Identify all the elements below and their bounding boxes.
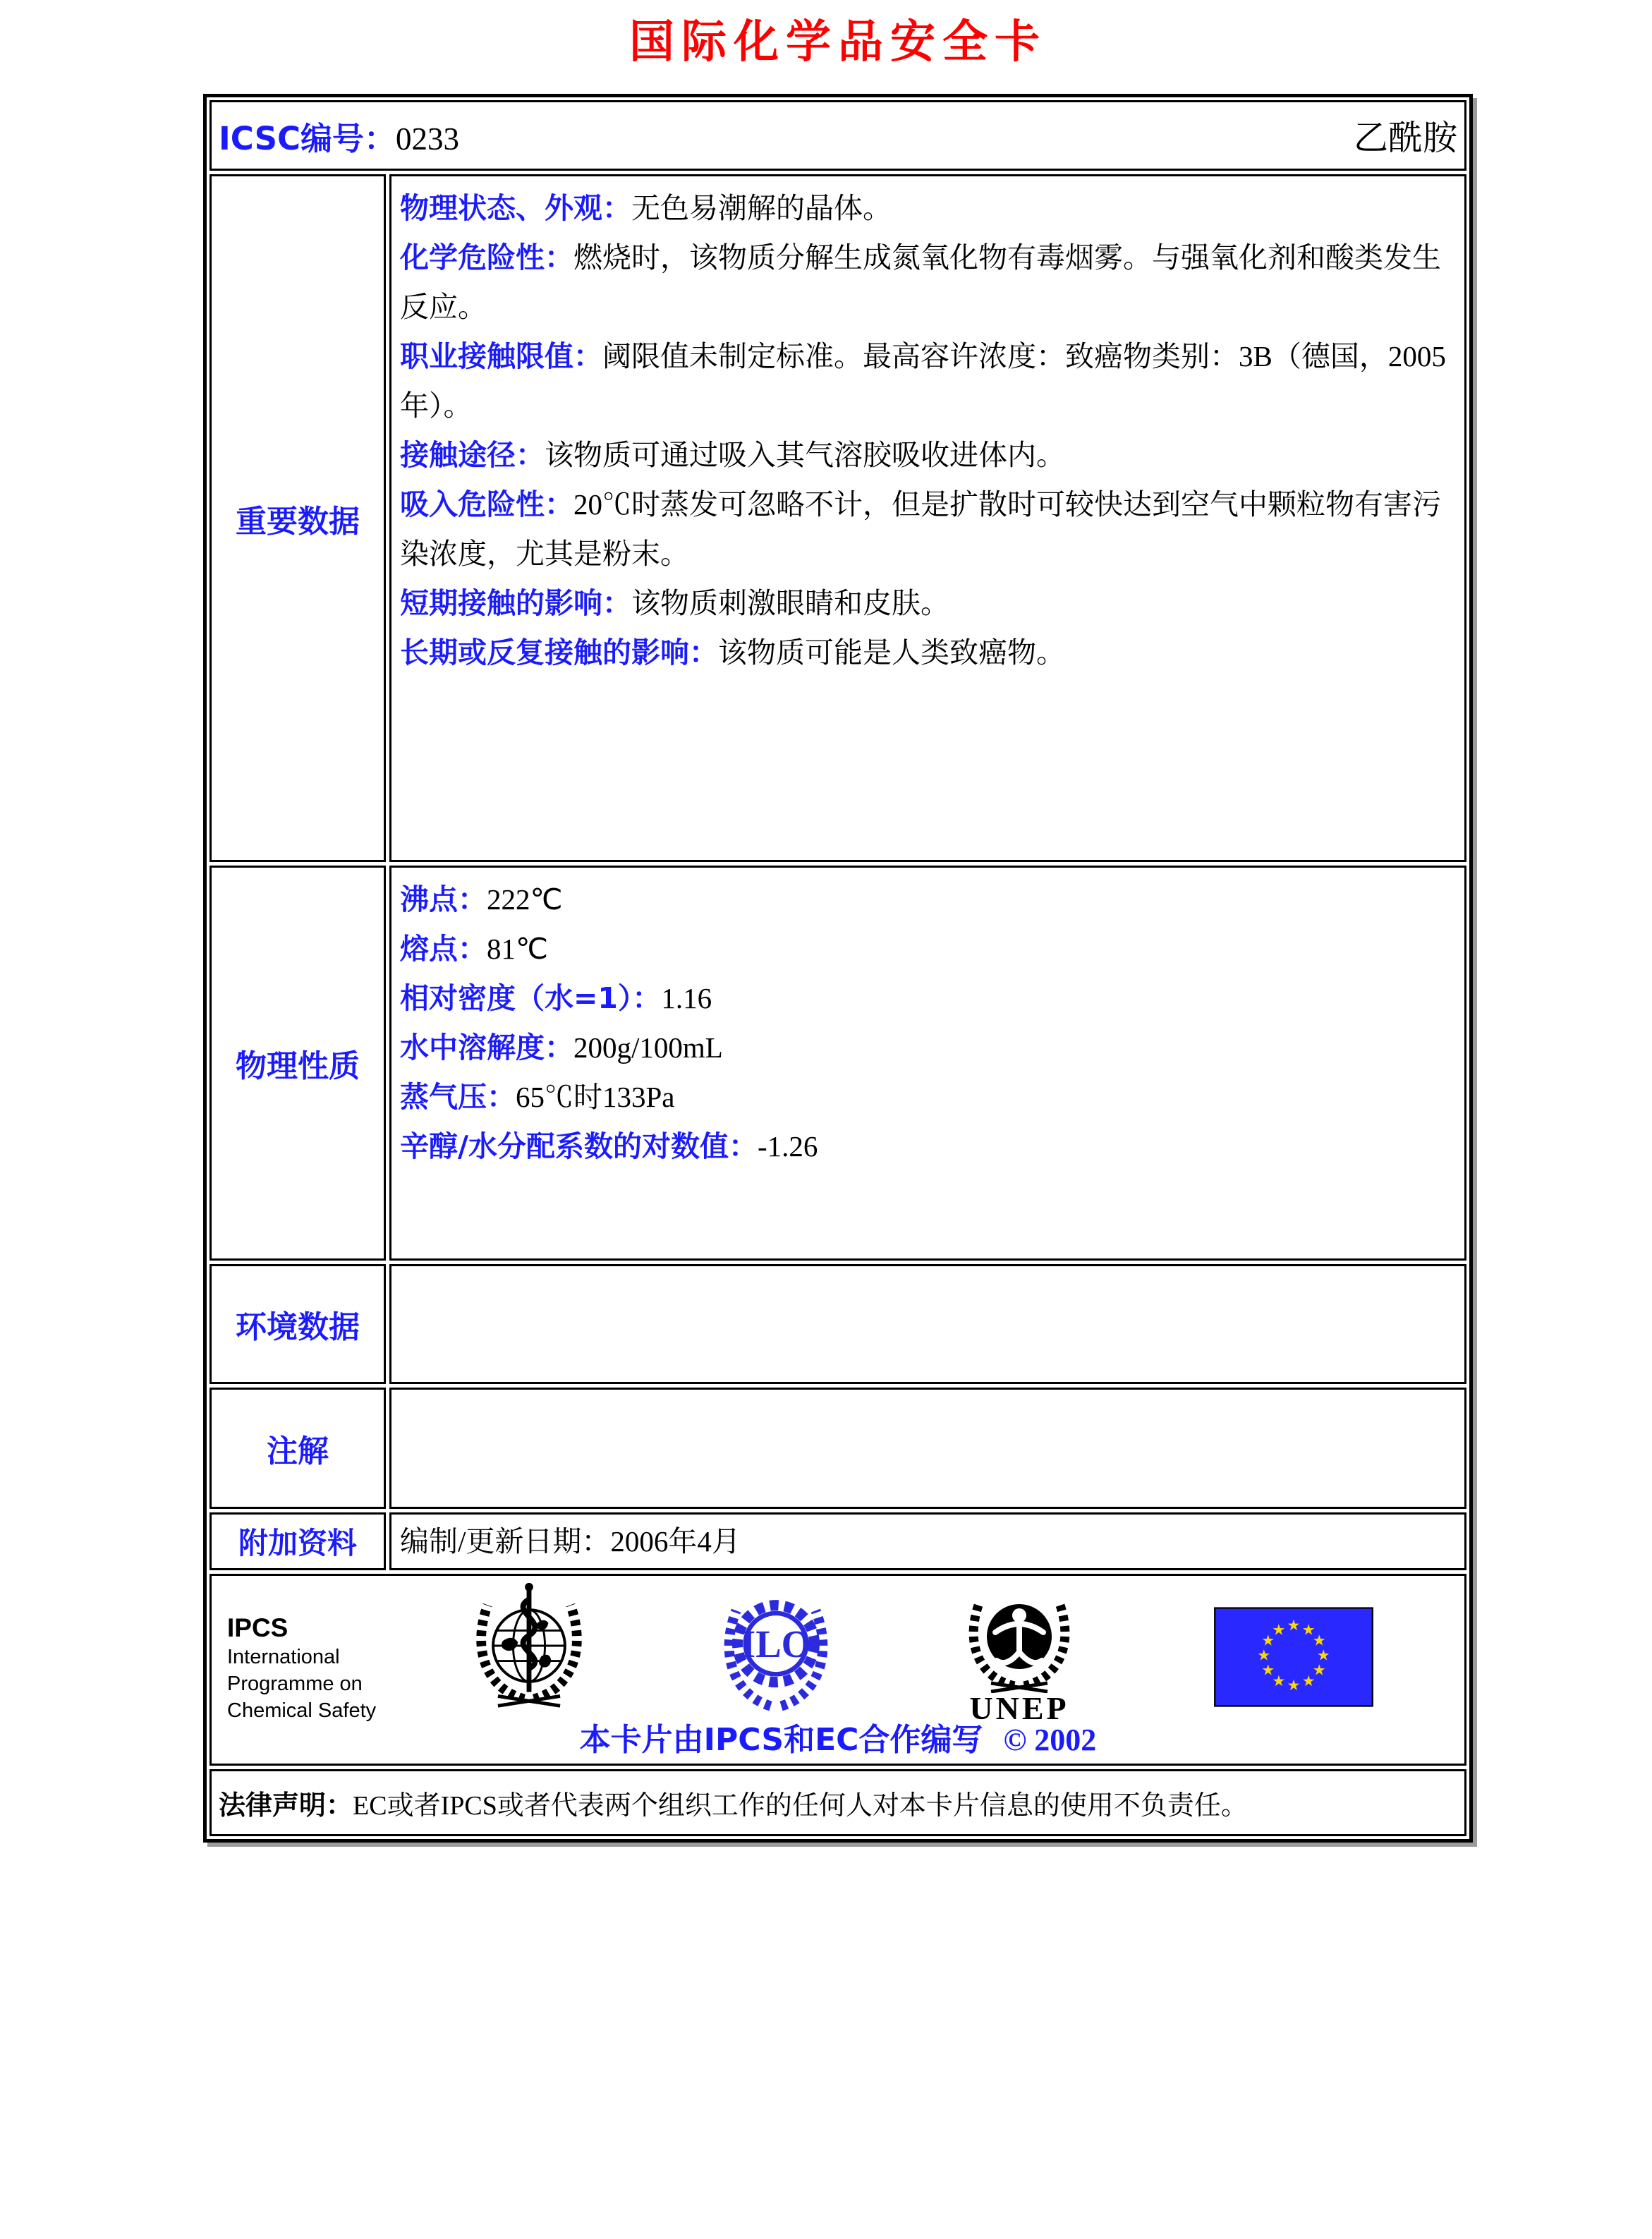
field-vapor-pressure — [400, 1072, 1456, 1122]
icsc-number — [219, 113, 459, 159]
section-label-text: 环境数据 — [236, 1309, 360, 1345]
svg-text:★: ★ — [1272, 1671, 1286, 1689]
field-value: 1.16 — [661, 982, 712, 1014]
field-label: 蒸气压： — [400, 1080, 516, 1114]
field-exposure-route — [400, 430, 1456, 480]
field-label: 短期接触的影响： — [400, 586, 631, 620]
field-value: 无色易潮解的晶体。 — [631, 192, 892, 224]
row-environmental-data — [209, 1264, 1466, 1384]
copyright-text: © 2002 — [1003, 1723, 1097, 1757]
field-value: 阈限值未制定标准。最高容许浓度：致癌物类别：3B（德国，2005年）。 — [400, 340, 1446, 422]
section-label-environmental-data — [209, 1264, 386, 1384]
field-occupational-limit — [400, 332, 1456, 430]
field-label: 化学危险性： — [400, 241, 573, 274]
field-value: 该物质刺激眼睛和皮肤。 — [631, 587, 949, 619]
section-label-text: 附加资料 — [238, 1526, 357, 1560]
field-label: 物理状态、外观： — [400, 191, 631, 225]
page-title: 国际化学品安全卡 — [629, 16, 1047, 68]
svg-text:★: ★ — [1316, 1646, 1330, 1664]
svg-text:★: ★ — [1301, 1671, 1316, 1689]
section-label-additional-info — [209, 1512, 386, 1570]
logos-row — [209, 1574, 1466, 1766]
field-log-kow — [400, 1122, 1456, 1171]
field-melting-point — [400, 924, 1456, 973]
section-label-text: 重要数据 — [236, 503, 360, 540]
field-inhalation-risk — [400, 480, 1456, 578]
icsc-number-value: 0233 — [396, 121, 460, 157]
field-value: 燃烧时，该物质分解生成氮氧化物有毒烟雾。与强氧化剂和酸类发生反应。 — [400, 241, 1441, 323]
field-update-date — [400, 1517, 741, 1566]
field-value: 222℃ — [487, 883, 563, 916]
section-label-text: 物理性质 — [236, 1048, 360, 1084]
section-label-text: 注解 — [267, 1433, 329, 1469]
section-label-notes — [209, 1388, 386, 1509]
field-label: 辛醇/水分配系数的对数值： — [400, 1129, 758, 1163]
ipcs-line: Chemical Safety — [227, 1699, 377, 1722]
legal-row — [209, 1769, 1466, 1836]
field-value: 该物质可通过吸入其气溶胶吸收进体内。 — [545, 439, 1065, 471]
row-additional-info — [209, 1512, 1466, 1570]
icsc-number-label: ICSC编号： — [219, 119, 396, 157]
svg-text:★: ★ — [1312, 1631, 1326, 1649]
svg-text:★: ★ — [1257, 1646, 1271, 1664]
field-chemical-danger — [400, 233, 1456, 332]
field-label: 吸入危险性： — [400, 487, 573, 521]
chemical-name: 乙酰胺 — [1353, 119, 1457, 157]
unep-wordmark: UNEP — [969, 1690, 1069, 1726]
additional-info-content — [389, 1512, 1466, 1570]
legal-text: EC或者IPCS或者代表两个组织工作的任何人对本卡片信息的使用不负责任。 — [353, 1791, 1248, 1821]
field-physical-state — [400, 183, 1456, 233]
unep-logo-icon — [945, 1582, 1093, 1725]
field-long-term-effect — [400, 628, 1456, 677]
field-label: 水中溶解度： — [400, 1031, 573, 1064]
ilo-logo-icon — [710, 1582, 842, 1723]
eu-flag-icon — [1213, 1607, 1374, 1711]
ipcs-text-block — [227, 1613, 376, 1724]
caption-text: 本卡片由IPCS和EC合作编写 — [579, 1722, 983, 1758]
header-row — [209, 100, 1466, 171]
field-label: 长期或反复接触的影响： — [400, 636, 718, 669]
svg-text:★: ★ — [1287, 1675, 1301, 1694]
section-label-physical-properties — [209, 866, 386, 1261]
field-value: 200g/100mL — [573, 1031, 723, 1064]
icsc-card — [203, 94, 1473, 1843]
field-label: 相对密度（水=1）： — [400, 981, 662, 1015]
ipcs-line: International — [227, 1646, 340, 1668]
svg-text:★: ★ — [1287, 1616, 1301, 1634]
row-physical-properties — [209, 866, 1466, 1261]
field-boiling-point — [400, 875, 1456, 924]
notes-content — [389, 1388, 1466, 1509]
field-value: -1.26 — [757, 1130, 818, 1163]
svg-text:★: ★ — [1272, 1620, 1286, 1639]
field-water-solubility — [400, 1023, 1456, 1072]
svg-text:★: ★ — [1312, 1661, 1326, 1679]
ipcs-line: Programme on — [227, 1673, 363, 1695]
field-label: 沸点： — [400, 882, 487, 916]
field-value: 20℃时蒸发可忽略不计，但是扩散时可较快达到空气中颗粒物有害污染浓度，尤其是粉末。 — [400, 488, 1441, 570]
cooperation-caption — [212, 1714, 1464, 1759]
field-label: 接触途径： — [400, 438, 545, 472]
field-short-term-effect — [400, 578, 1456, 628]
section-label-important-data — [209, 174, 386, 862]
who-logo-icon — [460, 1580, 598, 1715]
field-relative-density — [400, 973, 1456, 1023]
important-data-content — [389, 174, 1466, 862]
legal-label: 法律声明： — [219, 1790, 353, 1821]
row-notes — [209, 1388, 1466, 1509]
svg-text:★: ★ — [1301, 1620, 1316, 1639]
field-value: 该物质可能是人类致癌物。 — [718, 636, 1065, 669]
field-value: 65℃时133Pa — [516, 1081, 675, 1113]
field-label: 职业接触限值： — [400, 339, 602, 373]
field-value: 81℃ — [487, 933, 549, 965]
physical-properties-content — [389, 866, 1466, 1261]
field-label: 熔点： — [400, 932, 487, 966]
ilo-letters: ILO — [741, 1622, 811, 1665]
ipcs-acronym: IPCS — [227, 1613, 289, 1642]
field-value: 编制/更新日期：2006年4月 — [400, 1525, 741, 1558]
row-important-data — [209, 174, 1466, 862]
svg-text:★: ★ — [1261, 1661, 1275, 1679]
environmental-data-content — [389, 1264, 1466, 1384]
svg-text:★: ★ — [1261, 1631, 1275, 1649]
